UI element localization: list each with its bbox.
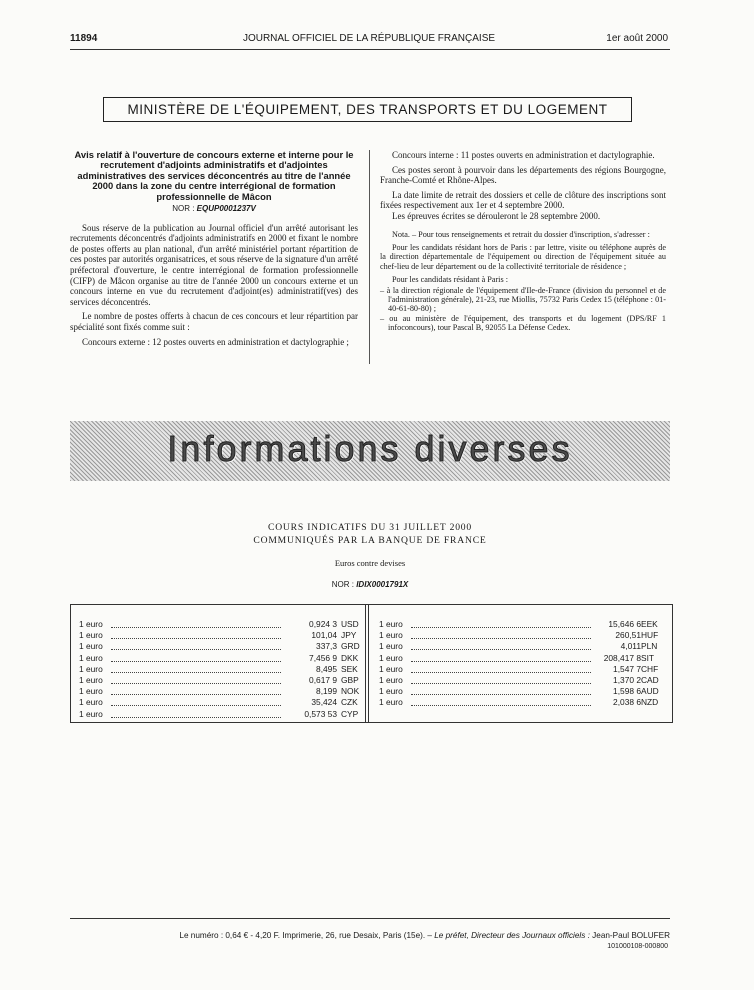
footer-prefet: Le préfet, Directeur des Journaux officiels : bbox=[434, 931, 590, 940]
rate-value: 0,617 9 bbox=[309, 675, 337, 685]
rate-label: 1 euro bbox=[379, 630, 403, 641]
rate-value: 4,011 bbox=[620, 641, 641, 652]
rate-currency: CHF bbox=[641, 663, 659, 674]
rate-currency: NZD bbox=[641, 697, 659, 708]
rate-label: 1 euro bbox=[379, 663, 403, 674]
leader-dots bbox=[111, 661, 281, 662]
rate-value: 35,424 bbox=[311, 697, 337, 708]
table-row bbox=[79, 653, 361, 664]
rate-value: 0,924 3 bbox=[309, 619, 337, 629]
footer-price: Le numéro : 0,64 € - 4,20 F. Imprimerie, 26, rue Desaix, Paris (15e). – bbox=[179, 931, 432, 940]
cours-title bbox=[70, 521, 670, 547]
table-row bbox=[379, 686, 667, 697]
leader-dots bbox=[111, 638, 281, 639]
avis-paris-intro: Pour les candidats résidant à Paris : bbox=[392, 275, 508, 285]
leader-dots bbox=[411, 694, 591, 695]
rate-currency: CAD bbox=[641, 675, 659, 685]
page-number: 11894 bbox=[70, 33, 98, 44]
leader-dots bbox=[111, 694, 281, 695]
rate-value: 1,598 6 bbox=[613, 686, 641, 697]
rate-label: 1 euro bbox=[79, 686, 103, 697]
avis-nor bbox=[70, 204, 358, 215]
avis-nor-label: NOR : bbox=[172, 204, 195, 214]
leader-dots bbox=[411, 683, 591, 684]
cours-nor-label: NOR : bbox=[331, 580, 354, 589]
rate-label: 1 euro bbox=[79, 697, 103, 708]
cours-line-2: COMMUNIQUÉS PAR LA BANQUE DE FRANCE bbox=[253, 535, 487, 546]
rate-label: 1 euro bbox=[379, 652, 403, 663]
section-banner bbox=[70, 421, 670, 481]
table-row bbox=[379, 630, 667, 641]
rate-label: 1 euro bbox=[79, 663, 103, 674]
rate-label: 1 euro bbox=[79, 652, 103, 663]
table-row bbox=[79, 709, 361, 720]
rate-value: 1,370 2 bbox=[613, 675, 641, 685]
rate-currency: USD bbox=[341, 619, 359, 629]
rate-currency: EEK bbox=[641, 619, 658, 629]
rate-currency: DKK bbox=[341, 652, 359, 663]
leader-dots bbox=[111, 705, 281, 706]
rate-label: 1 euro bbox=[379, 641, 403, 652]
leader-dots bbox=[111, 672, 281, 673]
table-row bbox=[379, 619, 667, 630]
rate-currency: AUD bbox=[641, 686, 659, 697]
concours-interne: Concours interne : 11 postes ouverts en administration et dactylographie. bbox=[392, 150, 655, 160]
rate-label: 1 euro bbox=[79, 641, 103, 652]
rate-currency: SEK bbox=[341, 663, 358, 674]
table-row bbox=[79, 619, 361, 630]
header-rule bbox=[70, 49, 670, 50]
rate-value: 260,51 bbox=[615, 630, 641, 641]
list-item: – ou au ministère de l'équipement, des transports et du logement (DPS/RF 1 infoconcours), tour Pascal B, 92055 La Défense Cedex. bbox=[380, 313, 666, 333]
table-row bbox=[79, 686, 361, 697]
avis-paragraph-1: Sous réserve de la publication au Journal officiel d'un arrêté autorisant les recrutements déconcentrés d'adjoints administratifs en 2000 et fixant le nombre de postes offerts au plan national, d'un arrêté ministériel portant répartition de ces postes par autorités organisatrices, et sous réserve de la signature d'un arrêté préfectoral d'ouverture, le centre interrégional de formation professionnelle (CIFP) de Mâcon organise au titre de l'année 2000 un concours externe et un concours interne en vue du recrutement d'adjoint(es) administratif(ves) des services déconcentrés. bbox=[70, 222, 358, 307]
avis-left-column bbox=[70, 150, 358, 351]
paris-address-list bbox=[380, 286, 666, 333]
rate-currency: HUF bbox=[641, 630, 659, 641]
avis-dates: La date limite de retrait des dossiers et celle de clôture des inscriptions sont fixées respectivement aux 1er et 4 septembre 2000. bbox=[380, 189, 666, 211]
journal-title: JOURNAL OFFICIEL DE LA RÉPUBLIQUE FRANÇAISE bbox=[242, 33, 496, 44]
leader-dots bbox=[111, 627, 281, 628]
rate-value: 337,3 bbox=[316, 641, 337, 652]
leader-dots bbox=[111, 717, 281, 718]
rate-currency: SIT bbox=[641, 652, 655, 663]
rate-currency: JPY bbox=[341, 630, 357, 641]
footer-name: Jean-Paul BOLUFER bbox=[592, 931, 670, 940]
rate-value: 8,495 bbox=[316, 663, 337, 674]
footer-rule bbox=[70, 918, 670, 919]
footer-code: 101000108-000800 bbox=[607, 943, 668, 950]
rate-label: 1 euro bbox=[379, 697, 403, 708]
avis-right-column bbox=[380, 150, 666, 333]
rate-currency: PLN bbox=[641, 641, 658, 652]
rate-value: 8,199 bbox=[316, 686, 337, 697]
cours-nor-code: IDIX0001791X bbox=[356, 580, 409, 589]
table-row bbox=[379, 675, 667, 686]
rate-label: 1 euro bbox=[79, 675, 103, 685]
leader-dots bbox=[411, 672, 591, 673]
issue-date: 1er août 2000 bbox=[606, 33, 668, 44]
cours-line-1: COURS INDICATIFS DU 31 JUILLET 2000 bbox=[268, 522, 472, 533]
rate-currency: GRD bbox=[341, 641, 360, 652]
ministry-box: MINISTÈRE DE L'ÉQUIPEMENT, DES TRANSPORTS ET DU LOGEMENT bbox=[103, 97, 632, 122]
rate-label: 1 euro bbox=[79, 630, 103, 641]
table-row bbox=[379, 697, 667, 708]
avis-title: Avis relatif à l'ouverture de concours externe et interne pour le recrutement d'adjoints administratifs et d'adjointes administratives des services déconcentrés au titre de l'année 2000 dans la zone du centre interrégional de formation professionnelle de Mâcon bbox=[74, 149, 354, 202]
exchange-rate-table bbox=[70, 604, 673, 723]
list-item: – à la direction régionale de l'équipement d'Ile-de-France (division du personnel et de l'administration générale), 21-23, rue Miollis, 75732 Paris Cedex 15 (téléphone : 01-40-61-80-80) ; bbox=[380, 285, 666, 314]
banner-title: Informations diverses bbox=[167, 428, 573, 469]
leader-dots bbox=[411, 705, 591, 706]
table-row bbox=[379, 653, 667, 664]
rate-value: 7,456 9 bbox=[309, 652, 337, 663]
table-row bbox=[379, 664, 667, 675]
table-row bbox=[79, 641, 361, 652]
table-divider bbox=[365, 605, 369, 722]
leader-dots bbox=[411, 627, 591, 628]
avis-epreuves: Les épreuves écrites se dérouleront le 28 septembre 2000. bbox=[392, 210, 601, 221]
avis-paragraph-2: Le nombre de postes offerts à chacun de ces concours et leur répartition par spécialité sont fixés comme suit : bbox=[70, 311, 358, 332]
page-header bbox=[70, 33, 668, 47]
rate-value: 1,547 7 bbox=[613, 663, 641, 674]
rate-currency: GBP bbox=[341, 675, 359, 685]
rate-value: 15,646 6 bbox=[608, 619, 641, 629]
avis-nota: Nota. – Pour tous renseignements et retrait du dossier d'inscription, s'adresser : bbox=[392, 229, 650, 239]
concours-externe: Concours externe : 12 postes ouverts en administration et dactylographie ; bbox=[82, 336, 349, 347]
rate-value: 101,04 bbox=[311, 630, 337, 641]
table-row bbox=[79, 675, 361, 686]
rate-currency: CYP bbox=[341, 708, 359, 719]
rate-label: 1 euro bbox=[79, 619, 103, 629]
rate-label: 1 euro bbox=[79, 708, 103, 719]
avis-nor-code: EQUP0001237V bbox=[196, 204, 256, 214]
rate-label: 1 euro bbox=[379, 686, 403, 697]
footer-line bbox=[70, 931, 670, 940]
table-row bbox=[79, 664, 361, 675]
leader-dots bbox=[411, 649, 591, 650]
leader-dots bbox=[411, 638, 591, 639]
table-row bbox=[379, 641, 667, 652]
table-row bbox=[79, 630, 361, 641]
leader-dots bbox=[111, 683, 281, 684]
cours-nor bbox=[70, 580, 670, 589]
avis-hors-paris: Pour les candidats résidant hors de Paris : par lettre, visite ou téléphone auprès de la direction départementale de l'équipement ou direction de l'équipement située au chef-lieu de leur département ou de la collectivité territoriale de résidence ; bbox=[380, 242, 666, 271]
rate-currency: NOK bbox=[341, 686, 360, 697]
rate-value: 0,573 53 bbox=[304, 708, 337, 719]
column-separator bbox=[369, 150, 370, 364]
cours-subtitle: Euros contre devises bbox=[334, 558, 406, 568]
rate-value: 208,417 8 bbox=[603, 652, 641, 663]
avis-regions: Ces postes seront à pourvoir dans les départements des régions Bourgogne, Franche-Comté et Rhône-Alpes. bbox=[380, 164, 666, 186]
table-row bbox=[79, 697, 361, 708]
rate-currency: CZK bbox=[341, 697, 358, 708]
leader-dots bbox=[111, 649, 281, 650]
rate-value: 2,038 6 bbox=[613, 697, 641, 708]
leader-dots bbox=[411, 661, 591, 662]
rate-label: 1 euro bbox=[379, 675, 403, 685]
rate-label: 1 euro bbox=[379, 619, 403, 629]
